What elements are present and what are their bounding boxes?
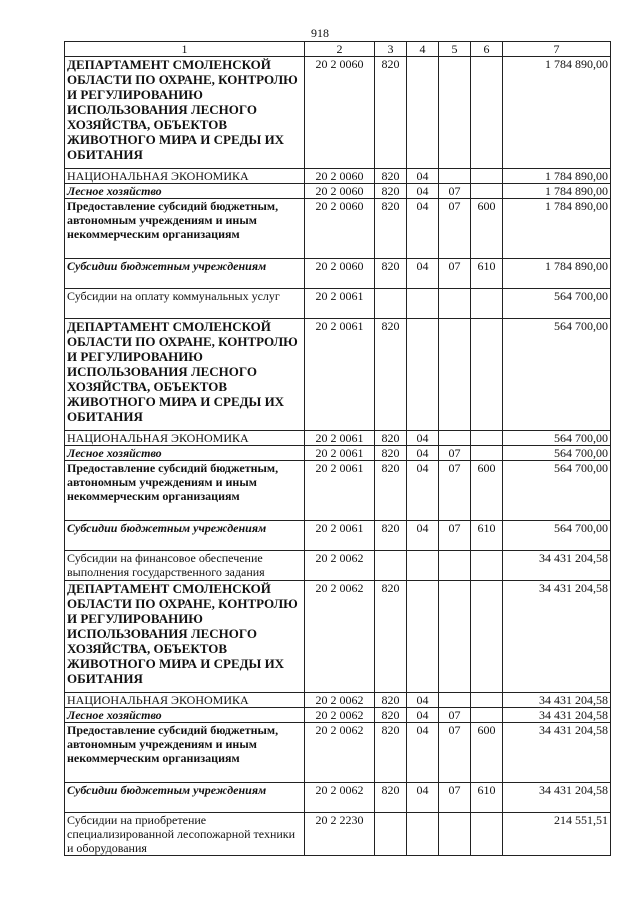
row-col3: 820 xyxy=(375,184,407,199)
row-code: 20 2 0060 xyxy=(305,259,375,289)
row-code: 20 2 0062 xyxy=(305,551,375,581)
row-name: Предоставление субсидий бюджетным, автономным учреждениям и иным некоммерческим организациям xyxy=(65,461,305,521)
row-code: 20 2 0062 xyxy=(305,783,375,813)
column-header: 3 xyxy=(375,42,407,57)
table-row xyxy=(65,521,611,551)
row-name: НАЦИОНАЛЬНАЯ ЭКОНОМИКА xyxy=(65,431,305,446)
row-code: 20 2 0060 xyxy=(305,184,375,199)
row-amount: 34 431 204,58 xyxy=(503,693,611,708)
table-header-row xyxy=(65,42,611,57)
row-col4: 04 xyxy=(407,199,439,259)
table-row xyxy=(65,708,611,723)
table-row xyxy=(65,57,611,169)
row-col5: 07 xyxy=(439,446,471,461)
row-col4 xyxy=(407,551,439,581)
row-name: НАЦИОНАЛЬНАЯ ЭКОНОМИКА xyxy=(65,169,305,184)
row-code: 20 2 0061 xyxy=(305,289,375,319)
table-row xyxy=(65,581,611,693)
row-amount: 564 700,00 xyxy=(503,461,611,521)
row-col3: 820 xyxy=(375,446,407,461)
row-amount: 34 431 204,58 xyxy=(503,551,611,581)
row-col5: 07 xyxy=(439,723,471,783)
row-col4 xyxy=(407,319,439,431)
row-col3: 820 xyxy=(375,319,407,431)
row-amount: 564 700,00 xyxy=(503,431,611,446)
page-number: 918 xyxy=(311,26,329,40)
row-col5 xyxy=(439,57,471,169)
row-col5 xyxy=(439,431,471,446)
table-row xyxy=(65,431,611,446)
row-code: 20 2 0061 xyxy=(305,521,375,551)
row-col6: 600 xyxy=(471,723,503,783)
row-col3: 820 xyxy=(375,708,407,723)
table-row xyxy=(65,551,611,581)
row-amount: 564 700,00 xyxy=(503,319,611,431)
row-name: Лесное хозяйство xyxy=(65,446,305,461)
row-code: 20 2 0062 xyxy=(305,581,375,693)
row-col6 xyxy=(471,708,503,723)
row-name: Лесное хозяйство xyxy=(65,708,305,723)
row-code: 20 2 0062 xyxy=(305,723,375,783)
row-code: 20 2 0060 xyxy=(305,169,375,184)
row-amount: 1 784 890,00 xyxy=(503,259,611,289)
row-name: Субсидии на оплату коммунальных услуг xyxy=(65,289,305,319)
row-name: Субсидии бюджетным учреждениям xyxy=(65,521,305,551)
row-col5 xyxy=(439,289,471,319)
row-col6 xyxy=(471,169,503,184)
row-col5 xyxy=(439,813,471,856)
row-amount: 214 551,51 xyxy=(503,813,611,856)
table-row xyxy=(65,813,611,856)
row-col6 xyxy=(471,431,503,446)
row-col3: 820 xyxy=(375,431,407,446)
table-row xyxy=(65,184,611,199)
table-row xyxy=(65,259,611,289)
column-header: 5 xyxy=(439,42,471,57)
row-col3: 820 xyxy=(375,521,407,551)
row-name: НАЦИОНАЛЬНАЯ ЭКОНОМИКА xyxy=(65,693,305,708)
row-name: ДЕПАРТАМЕНТ СМОЛЕНСКОЙ ОБЛАСТИ ПО ОХРАНЕ, КОНТРОЛЮ И РЕГУЛИРОВАНИЮ ИСПОЛЬЗОВАНИЯ ЛЕСНОГО ХОЗЯЙСТВА, ОБЪЕКТОВ ЖИВОТНОГО МИРА И СРЕДЫ ИХ ОБИТАНИЯ xyxy=(65,581,305,693)
row-amount: 34 431 204,58 xyxy=(503,708,611,723)
row-col6: 610 xyxy=(471,521,503,551)
row-col5 xyxy=(439,169,471,184)
row-code: 20 2 2230 xyxy=(305,813,375,856)
row-col5: 07 xyxy=(439,259,471,289)
row-name: Субсидии на финансовое обеспечение выполнения государственного задания xyxy=(65,551,305,581)
table-row xyxy=(65,199,611,259)
row-col5 xyxy=(439,581,471,693)
row-code: 20 2 0060 xyxy=(305,57,375,169)
table-row xyxy=(65,783,611,813)
row-col3: 820 xyxy=(375,169,407,184)
row-code: 20 2 0061 xyxy=(305,319,375,431)
column-header: 7 xyxy=(503,42,611,57)
row-col3: 820 xyxy=(375,723,407,783)
row-code: 20 2 0062 xyxy=(305,708,375,723)
row-col6: 600 xyxy=(471,461,503,521)
row-col5: 07 xyxy=(439,199,471,259)
row-amount: 1 784 890,00 xyxy=(503,57,611,169)
row-name: ДЕПАРТАМЕНТ СМОЛЕНСКОЙ ОБЛАСТИ ПО ОХРАНЕ, КОНТРОЛЮ И РЕГУЛИРОВАНИЮ ИСПОЛЬЗОВАНИЯ ЛЕСНОГО ХОЗЯЙСТВА, ОБЪЕКТОВ ЖИВОТНОГО МИРА И СРЕДЫ ИХ ОБИТАНИЯ xyxy=(65,57,305,169)
row-col3 xyxy=(375,289,407,319)
row-col6 xyxy=(471,446,503,461)
row-code: 20 2 0060 xyxy=(305,199,375,259)
row-col3: 820 xyxy=(375,461,407,521)
row-col4: 04 xyxy=(407,461,439,521)
row-amount: 1 784 890,00 xyxy=(503,199,611,259)
table-row xyxy=(65,693,611,708)
row-col6: 600 xyxy=(471,199,503,259)
budget-table xyxy=(64,41,611,856)
row-col6 xyxy=(471,693,503,708)
row-amount: 564 700,00 xyxy=(503,446,611,461)
row-name: Субсидии бюджетным учреждениям xyxy=(65,259,305,289)
row-col4: 04 xyxy=(407,783,439,813)
row-col6 xyxy=(471,57,503,169)
row-col3: 820 xyxy=(375,57,407,169)
row-code: 20 2 0061 xyxy=(305,446,375,461)
row-col6 xyxy=(471,184,503,199)
row-code: 20 2 0061 xyxy=(305,461,375,521)
row-col3: 820 xyxy=(375,783,407,813)
row-col4: 04 xyxy=(407,446,439,461)
row-name: Субсидии бюджетным учреждениям xyxy=(65,783,305,813)
row-col4: 04 xyxy=(407,723,439,783)
row-amount: 34 431 204,58 xyxy=(503,581,611,693)
row-col4 xyxy=(407,57,439,169)
row-col6: 610 xyxy=(471,259,503,289)
row-col3: 820 xyxy=(375,199,407,259)
row-col4: 04 xyxy=(407,431,439,446)
row-col4 xyxy=(407,813,439,856)
row-col4: 04 xyxy=(407,184,439,199)
row-col5 xyxy=(439,551,471,581)
row-amount: 34 431 204,58 xyxy=(503,723,611,783)
row-name: Лесное хозяйство xyxy=(65,184,305,199)
table-row xyxy=(65,723,611,783)
row-col6 xyxy=(471,551,503,581)
row-col5 xyxy=(439,693,471,708)
table-row xyxy=(65,461,611,521)
row-name: ДЕПАРТАМЕНТ СМОЛЕНСКОЙ ОБЛАСТИ ПО ОХРАНЕ, КОНТРОЛЮ И РЕГУЛИРОВАНИЮ ИСПОЛЬЗОВАНИЯ ЛЕСНОГО ХОЗЯЙСТВА, ОБЪЕКТОВ ЖИВОТНОГО МИРА И СРЕДЫ ИХ ОБИТАНИЯ xyxy=(65,319,305,431)
table-row xyxy=(65,319,611,431)
row-col4: 04 xyxy=(407,708,439,723)
row-col4: 04 xyxy=(407,521,439,551)
column-header: 2 xyxy=(305,42,375,57)
row-name: Предоставление субсидий бюджетным, автономным учреждениям и иным некоммерческим организациям xyxy=(65,723,305,783)
row-amount: 564 700,00 xyxy=(503,289,611,319)
row-name: Предоставление субсидий бюджетным, автономным учреждениям и иным некоммерческим организациям xyxy=(65,199,305,259)
row-amount: 564 700,00 xyxy=(503,521,611,551)
row-col6 xyxy=(471,813,503,856)
row-col6 xyxy=(471,581,503,693)
column-header: 4 xyxy=(407,42,439,57)
row-col4: 04 xyxy=(407,693,439,708)
row-col4 xyxy=(407,289,439,319)
row-col5: 07 xyxy=(439,708,471,723)
row-col3: 820 xyxy=(375,693,407,708)
row-name: Субсидии на приобретение специализированной лесопожарной техники и оборудования xyxy=(65,813,305,856)
column-header: 6 xyxy=(471,42,503,57)
table-row xyxy=(65,289,611,319)
row-col3: 820 xyxy=(375,581,407,693)
row-col5: 07 xyxy=(439,783,471,813)
column-header: 1 xyxy=(65,42,305,57)
row-col5 xyxy=(439,319,471,431)
row-amount: 1 784 890,00 xyxy=(503,169,611,184)
table-row xyxy=(65,169,611,184)
row-code: 20 2 0062 xyxy=(305,693,375,708)
row-amount: 1 784 890,00 xyxy=(503,184,611,199)
row-col5: 07 xyxy=(439,184,471,199)
row-col6 xyxy=(471,319,503,431)
row-col4: 04 xyxy=(407,169,439,184)
row-col5: 07 xyxy=(439,461,471,521)
row-code: 20 2 0061 xyxy=(305,431,375,446)
row-col3 xyxy=(375,813,407,856)
row-col3: 820 xyxy=(375,259,407,289)
row-col4 xyxy=(407,581,439,693)
row-col3 xyxy=(375,551,407,581)
table-row xyxy=(65,446,611,461)
row-col4: 04 xyxy=(407,259,439,289)
row-amount: 34 431 204,58 xyxy=(503,783,611,813)
row-col6: 610 xyxy=(471,783,503,813)
row-col6 xyxy=(471,289,503,319)
row-col5: 07 xyxy=(439,521,471,551)
